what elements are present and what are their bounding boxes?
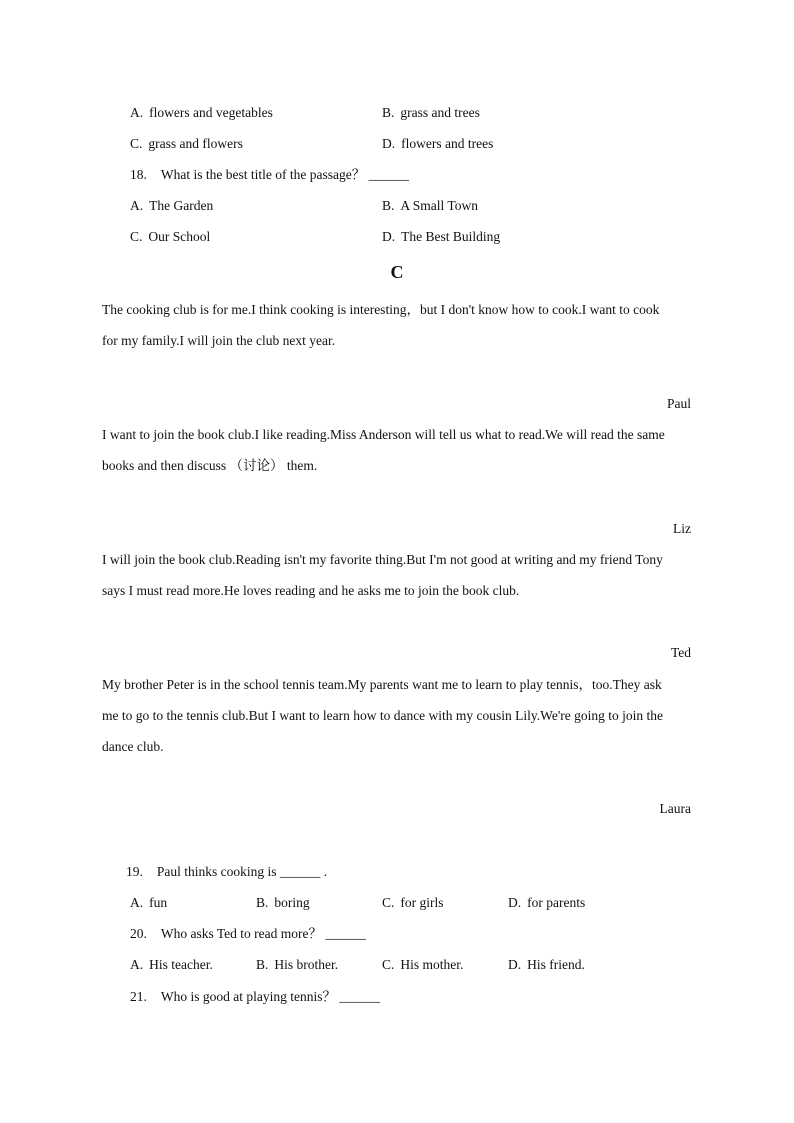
q18-option-b (382, 197, 478, 215)
question-19 (126, 863, 327, 881)
signature: Ted (670, 645, 691, 660)
option-text: fun (149, 895, 168, 910)
question-number: 18. (130, 167, 147, 182)
option-letter: D. (382, 229, 396, 244)
option-text: for girls (400, 895, 444, 910)
option-letter: C. (130, 229, 143, 244)
signature: Liz (673, 521, 691, 536)
q20-option-c (382, 956, 463, 974)
question-21 (130, 988, 380, 1006)
q18-option-c (130, 228, 210, 246)
option-text: The Best Building (401, 229, 501, 244)
question-20 (130, 925, 366, 943)
question-text: What is the best title of the passage？ ______ (160, 167, 410, 182)
q19-option-c (382, 894, 444, 912)
question-text: Who asks Ted to read more？ ______ (160, 926, 366, 941)
question-number: 19. (126, 864, 143, 879)
question-number: 20. (130, 926, 147, 941)
option-text: His mother. (400, 957, 464, 972)
option-letter: A. (130, 895, 144, 910)
q20-option-d (508, 956, 585, 974)
option-text: The Garden (149, 198, 214, 213)
q20-option-b (256, 956, 338, 974)
q17-option-a (130, 104, 273, 122)
option-letter: A. (130, 105, 144, 120)
option-text: flowers and trees (401, 136, 494, 151)
q17-option-c (130, 135, 243, 153)
option-letter: C. (382, 895, 395, 910)
section-heading: C (390, 262, 404, 282)
option-text: flowers and vegetables (149, 105, 273, 120)
passage-line: My brother Peter is in the school tennis team.My parents want me to learn to play tennis，too.They ask (102, 677, 662, 692)
q20-option-a (130, 956, 213, 974)
q19-option-d (508, 894, 585, 912)
option-text: His friend. (527, 957, 585, 972)
q18-option-a (130, 197, 213, 215)
question-18 (130, 166, 409, 184)
option-letter: B. (256, 895, 269, 910)
passage-line: books and then discuss （讨论） them. (102, 458, 318, 473)
q19-option-b (256, 894, 310, 912)
question-text: Who is good at playing tennis？ ______ (160, 989, 380, 1004)
q18-option-d (382, 228, 500, 246)
q19-option-a (130, 894, 167, 912)
passage-line: I will join the book club.Reading isn't my favorite thing.But I'm not good at writing and my friend Tony (102, 552, 663, 567)
option-letter: C. (382, 957, 395, 972)
passage-line: dance club. (102, 739, 164, 754)
option-text: grass and trees (400, 105, 480, 120)
q17-option-b (382, 104, 480, 122)
option-letter: D. (382, 136, 396, 151)
option-text: grass and flowers (148, 136, 243, 151)
option-letter: B. (256, 957, 269, 972)
option-letter: D. (508, 957, 522, 972)
option-letter: A. (130, 957, 144, 972)
option-text: His brother. (274, 957, 339, 972)
question-number: 21. (130, 989, 147, 1004)
passage-line: me to go to the tennis club.But I want to learn how to dance with my cousin Lily.We're going to join the (102, 708, 663, 723)
passage-line: The cooking club is for me.I think cooking is interesting，but I don't know how to cook.I want to cook (102, 302, 660, 317)
option-letter: A. (130, 198, 144, 213)
option-letter: C. (130, 136, 143, 151)
passage-line: I want to join the book club.I like reading.Miss Anderson will tell us what to read.We will read the same (102, 427, 665, 442)
option-text: His teacher. (149, 957, 213, 972)
signature: Paul (666, 396, 691, 411)
q17-option-d (382, 135, 493, 153)
option-letter: B. (382, 105, 395, 120)
option-text: boring (274, 895, 310, 910)
option-text: for parents (527, 895, 586, 910)
option-letter: D. (508, 895, 522, 910)
option-text: A Small Town (400, 198, 478, 213)
question-text: Paul thinks cooking is ______ . (156, 864, 328, 879)
passage-line: says I must read more.He loves reading and he asks me to join the book club. (102, 583, 520, 598)
passage-line: for my family.I will join the club next year. (102, 333, 336, 348)
option-text: Our School (148, 229, 211, 244)
option-letter: B. (382, 198, 395, 213)
signature: Laura (659, 801, 691, 816)
